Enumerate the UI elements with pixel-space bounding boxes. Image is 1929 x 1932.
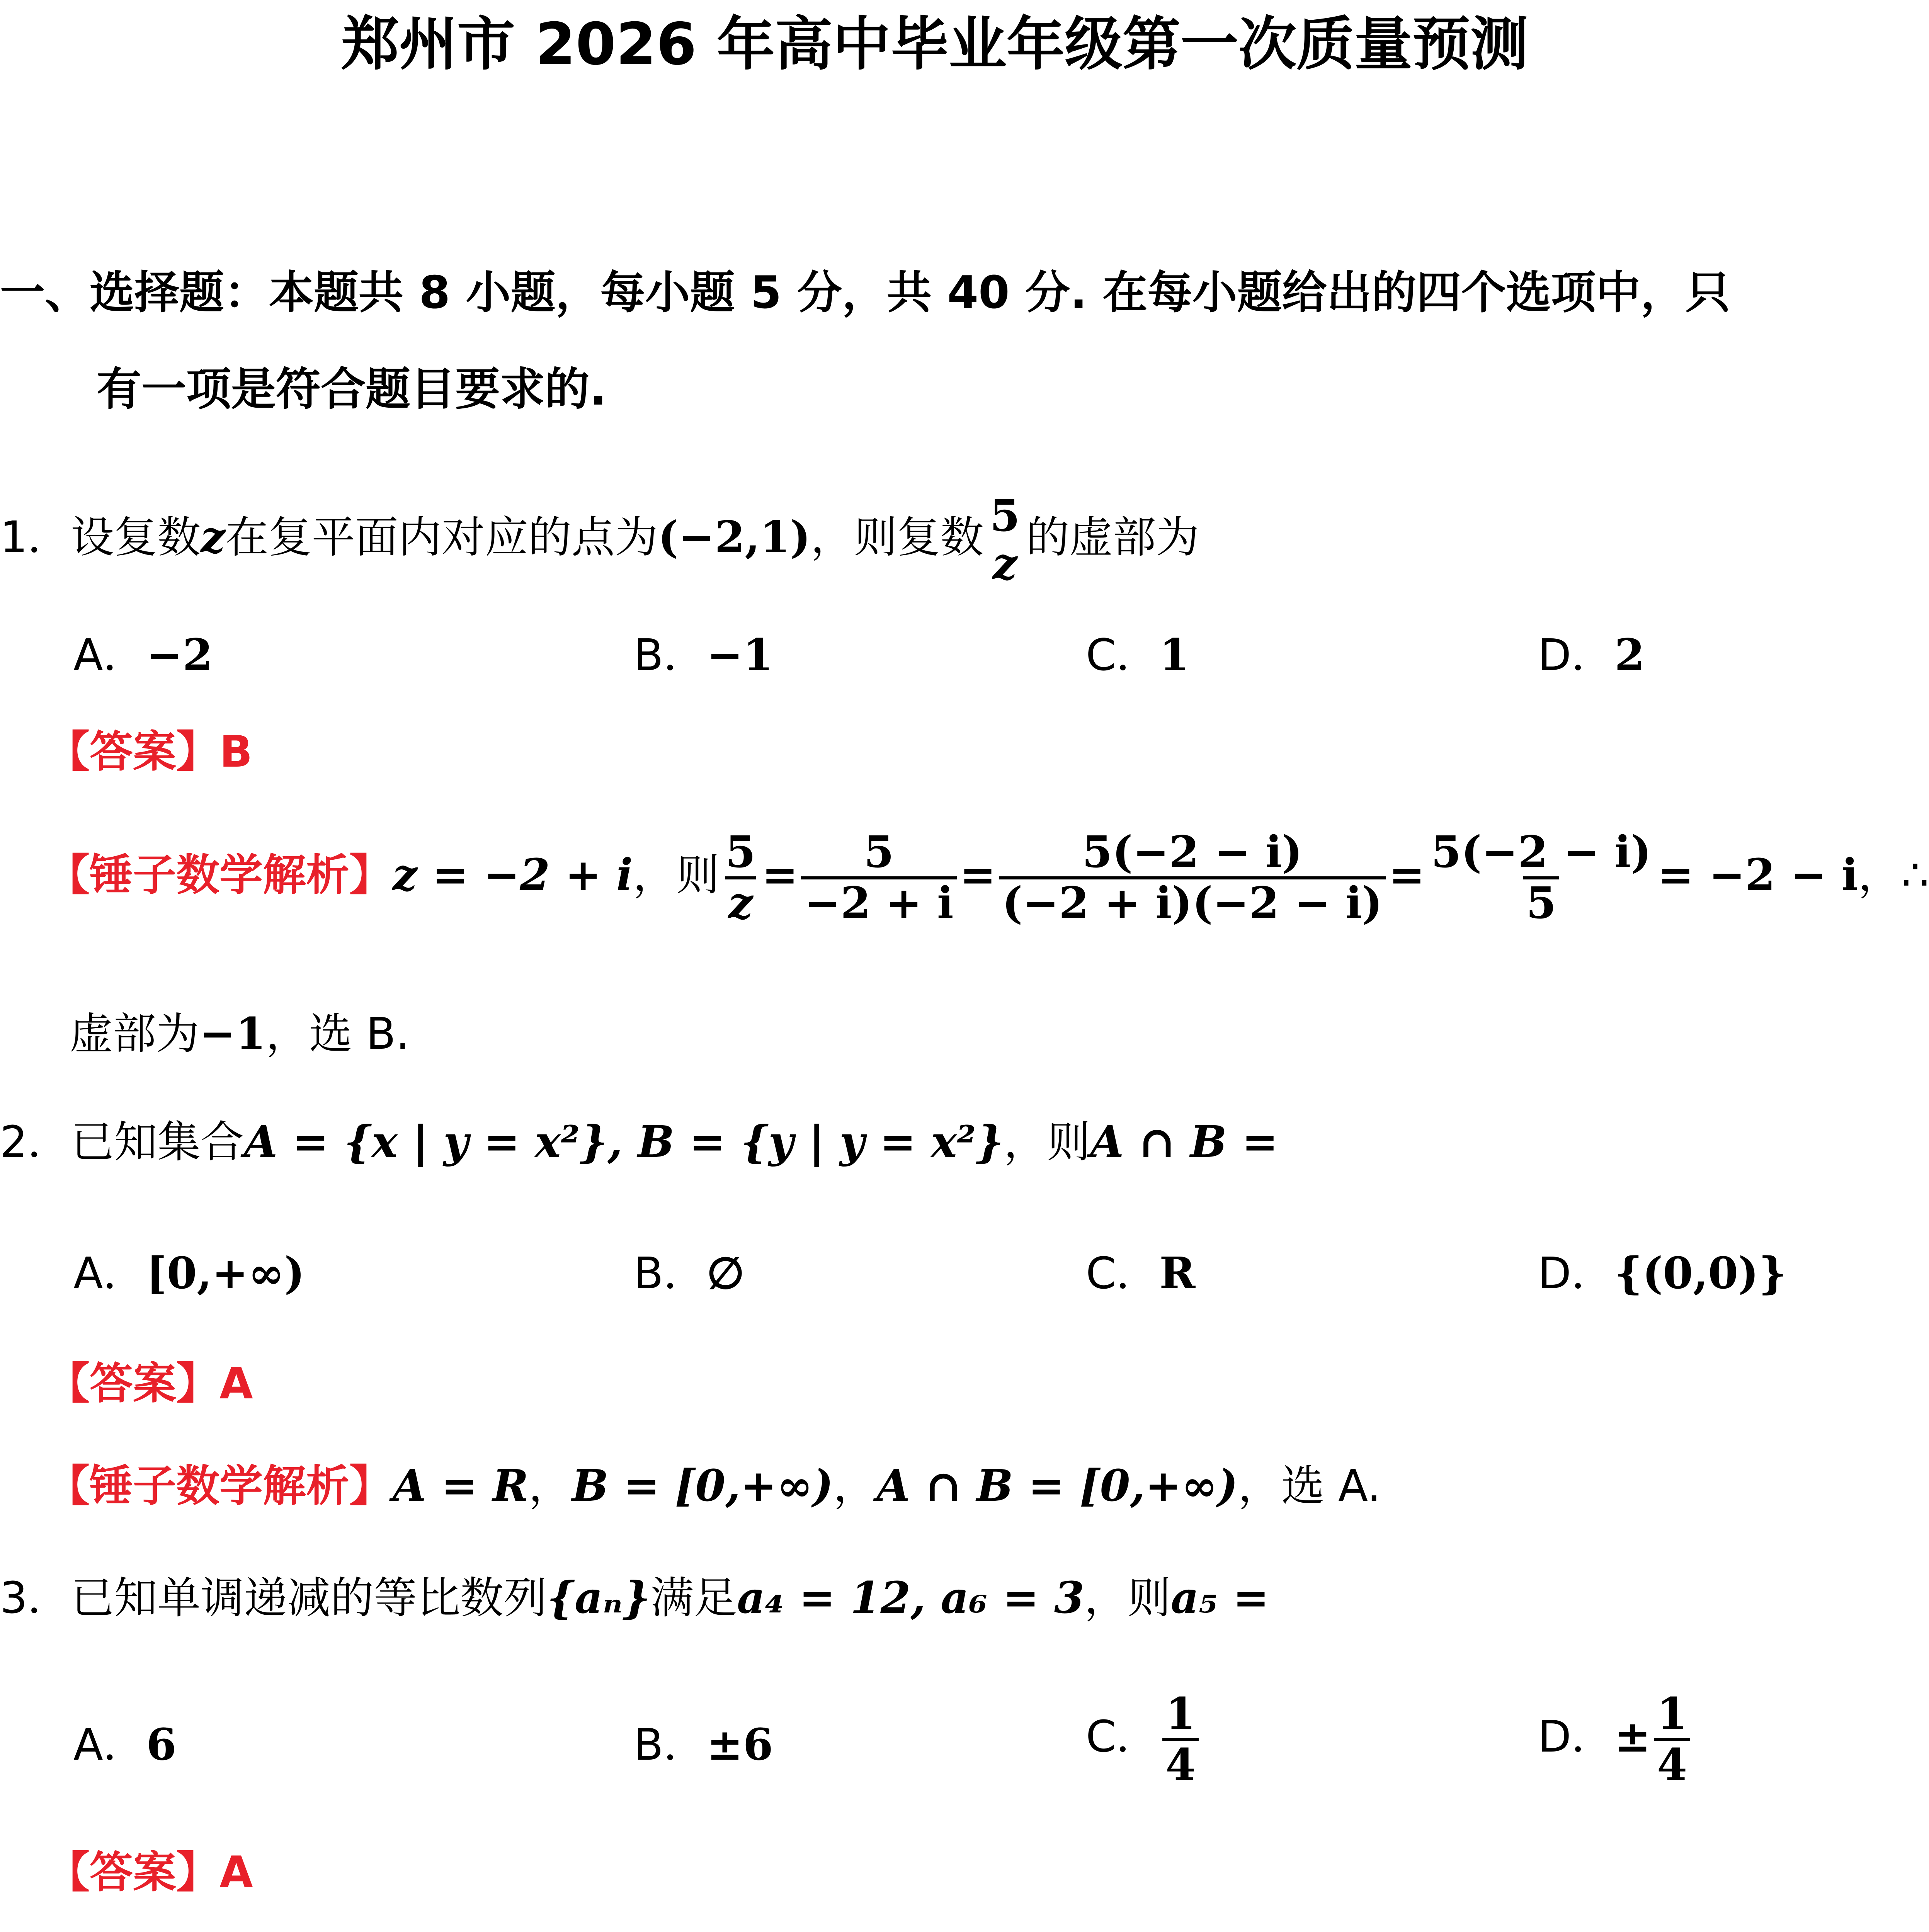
math-point: (−2,1)	[658, 512, 811, 563]
answer-value: B	[219, 727, 253, 777]
text: 已知单调递减的等比数列	[71, 1573, 547, 1623]
text: 已知集合	[71, 1117, 244, 1167]
option-letter: A．	[73, 1248, 146, 1299]
fraction	[987, 491, 1023, 589]
option-letter: B．	[634, 1248, 707, 1299]
math-expr: A = R	[393, 1461, 529, 1511]
text: 虚部为	[70, 1009, 199, 1059]
text: 的虚部为	[1026, 512, 1199, 563]
option-value: 1	[1159, 630, 1190, 680]
fraction	[801, 827, 956, 929]
option-letter: D．	[1538, 630, 1615, 680]
answer-2	[46, 1359, 253, 1409]
question-number: 2．	[0, 1117, 71, 1167]
fraction-numerator: 1	[1657, 1689, 1687, 1739]
option-d[interactable]	[1538, 630, 1645, 680]
math-value: −1	[199, 1009, 266, 1059]
fraction-numerator: 5(−2 − i)	[1082, 827, 1303, 878]
analysis-tag: 【锤子数学解析】	[46, 1461, 393, 1511]
answer-tag: 【答案】	[46, 1359, 219, 1409]
option-c[interactable]	[1086, 630, 1190, 680]
text: ，	[833, 1461, 877, 1511]
question-1-stem	[0, 491, 1199, 589]
option-a[interactable]	[73, 630, 213, 680]
math-expr: = −2 − i	[1657, 849, 1858, 900]
math-expr: a₄ = 12, a₆ = 3	[737, 1573, 1084, 1623]
text: ，则	[633, 850, 720, 900]
option-letter: D．	[1538, 1711, 1615, 1762]
option-letter: C．	[1086, 630, 1160, 680]
text: ，	[528, 1461, 572, 1511]
option-c[interactable]	[1086, 1248, 1196, 1299]
option-value: [0,+∞)	[146, 1248, 305, 1299]
math-expr: A ∩ B =	[1090, 1117, 1278, 1167]
option-b[interactable]	[634, 1248, 745, 1299]
math-expr: A ∩ B = [0,+∞)	[876, 1461, 1238, 1511]
fraction	[999, 827, 1385, 929]
fraction	[723, 827, 759, 929]
fraction-denominator: z	[725, 876, 756, 925]
fraction-numerator: 5	[990, 491, 1020, 541]
fraction	[1428, 827, 1654, 929]
analysis-2	[46, 1461, 1381, 1511]
option-d[interactable]	[1538, 1689, 1693, 1790]
question-number: 1．	[0, 512, 71, 563]
option-letter: A．	[73, 1720, 146, 1770]
text: 满足	[650, 1573, 737, 1623]
section-heading-line2: 有一项是符合题目要求的.	[97, 363, 607, 415]
option-value: R	[1159, 1248, 1196, 1299]
option-letter: C．	[1086, 1248, 1160, 1299]
option-b[interactable]	[634, 630, 773, 680]
text: 设复数	[71, 512, 201, 563]
math-expr: z = −2 + i	[393, 849, 633, 900]
fraction	[1654, 1689, 1690, 1790]
text: ，则	[1004, 1117, 1090, 1167]
fraction-denominator: 4	[1162, 1738, 1199, 1787]
option-value: ±6	[706, 1719, 773, 1770]
option-c[interactable]	[1086, 1689, 1202, 1790]
fraction-numerator: 5	[725, 827, 756, 878]
option-d[interactable]	[1538, 1248, 1787, 1299]
question-number: 3．	[0, 1573, 71, 1623]
fraction-denominator: z	[992, 539, 1017, 589]
option-letter: B．	[634, 1720, 707, 1770]
fraction-denominator: 4	[1654, 1738, 1690, 1787]
fraction-numerator: 1	[1165, 1689, 1196, 1739]
analysis-tag: 【锤子数学解析】	[46, 850, 393, 900]
option-value: 2	[1614, 630, 1645, 680]
fraction-numerator: 5	[864, 827, 894, 878]
option-letter: B．	[634, 630, 707, 680]
option-letter: A．	[73, 630, 146, 680]
fraction	[1162, 1689, 1199, 1790]
option-value: ∅	[706, 1248, 745, 1299]
text: ，则复数	[810, 512, 984, 563]
sign: ±	[1614, 1711, 1651, 1762]
page-title: 郑州市 2026 年高中毕业年级第一次质量预测	[341, 11, 1528, 78]
fraction-denominator: (−2 + i)(−2 − i)	[999, 876, 1385, 925]
fraction-denominator: −2 + i	[801, 876, 956, 925]
option-value: −1	[706, 630, 773, 680]
text: 在复平面内对应的点为	[225, 512, 658, 563]
math-set: A = {x | y = x²}, B = {y | y = x²}	[244, 1117, 1004, 1167]
option-a[interactable]	[73, 1719, 177, 1770]
math-expr: a₅ =	[1170, 1573, 1269, 1623]
text: ，∴	[1858, 850, 1929, 900]
option-a[interactable]	[73, 1248, 305, 1299]
text: ，选 B.	[265, 1009, 410, 1059]
answer-value: A	[219, 1847, 253, 1898]
question-3-stem	[0, 1573, 1269, 1623]
math-seq: {aₙ}	[547, 1573, 651, 1623]
option-b[interactable]	[634, 1719, 773, 1770]
answer-1	[46, 727, 253, 777]
fraction-numerator: 5(−2 − i)	[1431, 827, 1652, 878]
question-2-stem	[0, 1117, 1278, 1167]
answer-value: A	[219, 1359, 253, 1409]
analysis-1: 【锤子数学解析】z = −2 + i，则 $\frac{5}{z}$ = $\frac{5}{-2 + i}$ = $\frac{5(-2 - i)}{(-2 + i)(-2 - i)}$ = $\frac{5(-2 - i)}{5}$ = −2 − i，∴	[46, 827, 1929, 929]
math-var: z	[201, 512, 225, 563]
analysis-1-cont	[70, 1009, 410, 1059]
section-heading-line1: 一、选择题：本题共 8 小题，每小题 5 分，共 40 分. 在每小题给出的四个选项中，只	[0, 267, 1730, 319]
text: ，则	[1084, 1573, 1171, 1623]
answer-tag: 【答案】	[46, 727, 219, 777]
fraction-denominator: 5	[1523, 876, 1560, 925]
text: ，选 A.	[1238, 1461, 1381, 1511]
option-value: 6	[146, 1719, 177, 1770]
option-letter: C．	[1086, 1711, 1160, 1762]
option-value: {(0,0)}	[1614, 1248, 1787, 1299]
option-letter: D．	[1538, 1248, 1615, 1299]
option-value: −2	[146, 630, 213, 680]
answer-tag: 【答案】	[46, 1847, 219, 1898]
answer-3	[46, 1847, 253, 1898]
math-expr: B = [0,+∞)	[572, 1461, 834, 1511]
